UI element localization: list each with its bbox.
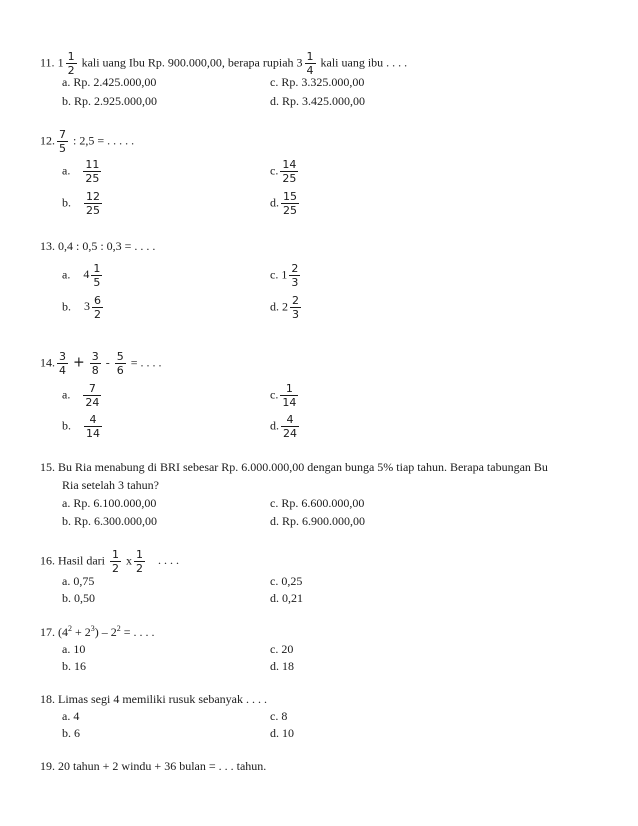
fraction: $\frac{1}{4}$ <box>306 50 314 77</box>
option-a: a. $\frac{7}{24}$ <box>62 382 100 409</box>
question-12 <box>40 128 134 155</box>
option-b: b. Rp. 6.300.000,00 <box>62 514 158 528</box>
option-c: c. 8 <box>270 709 288 723</box>
option-c: c. $\frac{14}{25}$ <box>270 158 297 185</box>
option-d: d. $\frac{15}{25}$ <box>270 190 297 217</box>
option-d: d. $\frac{4}{24}$ <box>270 413 297 440</box>
option-a: a. 4 <box>62 709 80 723</box>
option-c: c. Rp. 3.325.000,00 <box>270 75 365 89</box>
option-d: d. 2 $\frac{2}{3}$ <box>270 294 299 321</box>
question-13: 13. 0,4 : 0,5 : 0,3 = . . . . <box>40 239 156 253</box>
option-b: b. 6 <box>62 726 80 740</box>
fraction: $\frac{1}{2}$ <box>67 50 75 77</box>
option-c: c. Rp. 6.600.000,00 <box>270 496 365 510</box>
option-d: d. 18 <box>270 659 294 673</box>
option-d: d. Rp. 3.425.000,00 <box>270 94 366 108</box>
question-text: kali uang ibu . . . . <box>320 55 408 70</box>
option-a: a. Rp. 6.100.000,00 <box>62 496 157 510</box>
option-a: a. 0,75 <box>62 574 95 588</box>
option-d: d. Rp. 6.900.000,00 <box>270 514 366 528</box>
option-b: b. $\frac{12}{25}$ <box>62 190 100 217</box>
question-19: 19. 20 tahun + 2 windu + 36 bulan = . . . tahun. <box>40 759 267 773</box>
option-a: a. 10 <box>62 642 86 656</box>
option-b: b. 3 $\frac{6}{2}$ <box>62 294 101 321</box>
option-b: b. 16 <box>62 659 86 673</box>
option-c: c. $\frac{1}{14}$ <box>270 382 297 409</box>
question-18: 18. Limas segi 4 memiliki rusuk sebanyak . . . . <box>40 692 267 706</box>
fraction: $\frac{7}{5}$ <box>59 128 66 155</box>
option-a: a. Rp. 2.425.000,00 <box>62 75 157 89</box>
question-number: 12. <box>40 133 55 148</box>
option-a: a. 4 $\frac{1}{5}$ <box>62 262 101 289</box>
option-b: b. $\frac{4}{14}$ <box>62 413 100 440</box>
whole-number: 1 <box>57 55 64 70</box>
question-15: 15. Bu Ria menabung di BRI sebesar Rp. 6.000.000,00 dengan bunga 5% tiap tahun. Berapa tabungan Bu <box>40 460 548 474</box>
whole-number: 3 <box>296 55 303 70</box>
question-16: 16. Hasil dari $\frac{1}{2}$ x $\frac{1}{2}$ . . . . <box>40 548 179 575</box>
question-number: 11. <box>40 55 55 70</box>
option-c: c. 0,25 <box>270 574 303 588</box>
question-text: : 2,5 = . . . . . <box>73 133 135 148</box>
option-d: d. 10 <box>270 726 294 740</box>
option-d: d. 0,21 <box>270 591 303 605</box>
question-number: 14. <box>40 355 55 370</box>
question-15-continued: Ria setelah 3 tahun? <box>62 478 159 492</box>
option-c: c. 20 <box>270 642 294 656</box>
option-c: c. 1 $\frac{2}{3}$ <box>270 262 299 289</box>
question-14: 14. $\frac{3}{4}$ + $\frac{3}{8}$ - $\frac{5}{6}$ = . . . . <box>40 350 162 377</box>
question-text: kali uang Ibu Rp. 900.000,00, berapa rupiah <box>81 55 294 70</box>
question-11 <box>40 50 407 77</box>
question-17: 17. $(4^2 + 2^3) - 2^2$ = . . . . <box>40 624 155 639</box>
option-b: b. Rp. 2.925.000,00 <box>62 94 158 108</box>
option-a: a. $\frac{11}{25}$ <box>62 158 100 185</box>
option-b: b. 0,50 <box>62 591 95 605</box>
